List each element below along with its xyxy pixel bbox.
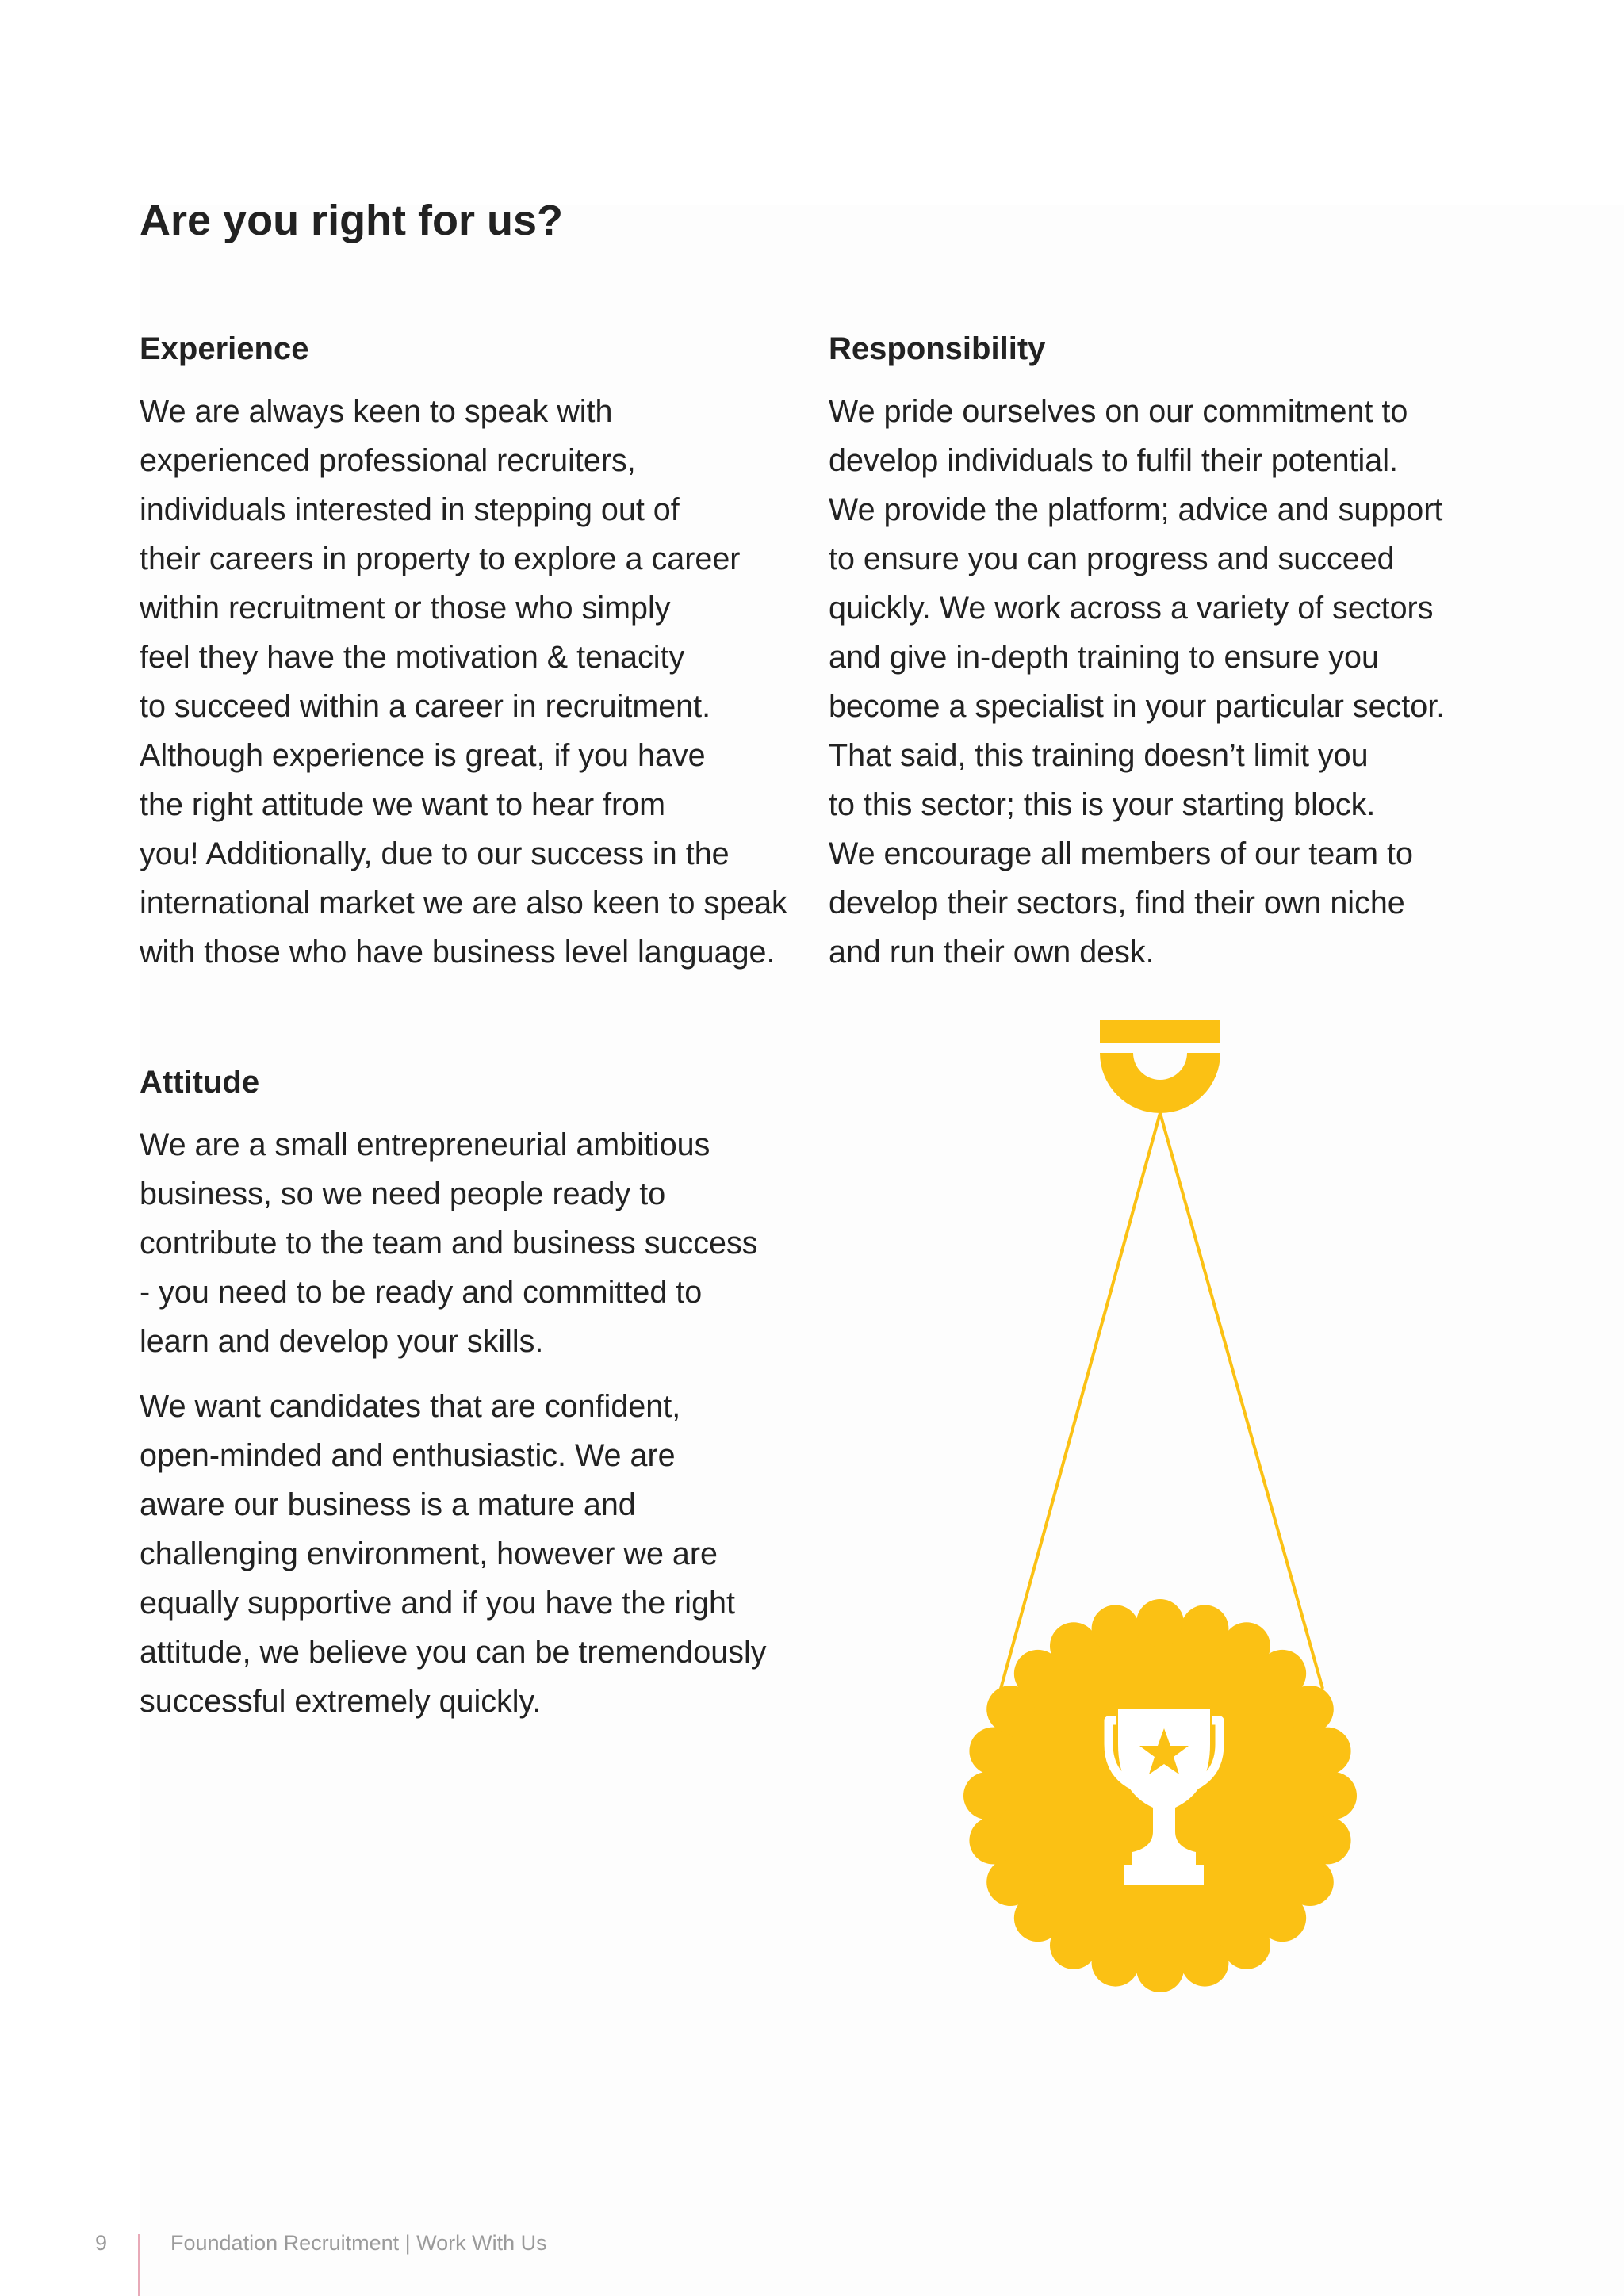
attitude-section <box>140 1058 806 1726</box>
experience-heading: Experience <box>140 331 309 366</box>
experience-body: We are always keen to speak with experienced professional recruiters, individuals interested in stepping out of their careers in property to explore a career within recruitment or those who simply feel they have the motivation & tenacity to succeed within a career in recruitment. Although experience is great, if you have the right attitude we want to hear from you! Additionally, due to our success in the international market we are also keen to speak with those who have business level language. <box>140 394 787 970</box>
medal-hanger-bar <box>1100 1020 1220 1043</box>
experience-section <box>140 325 806 977</box>
medal-ribbon-right <box>1160 1113 1323 1689</box>
trophy-medal-icon <box>944 1007 1372 2006</box>
page-title: Are you right for us? <box>140 197 564 244</box>
attitude-body-2: We want candidates that are confident, open-minded and enthusiastic. We are aware our business is a mature and challenging environment, however we are equally supportive and if you have the right attitude, we believe you can be tremendously successful extremely quickly. <box>140 1389 767 1719</box>
footer-text: Foundation Recruitment | Work With Us <box>170 2231 547 2255</box>
medal-ribbon-left <box>1001 1113 1160 1689</box>
attitude-heading: Attitude <box>140 1065 260 1100</box>
responsibility-heading: Responsibility <box>829 331 1046 366</box>
attitude-body-1: We are a small entrepreneurial ambitious business, so we need people ready to contribute to the team and business success - you need to be ready and committed to learn and develop your skills. <box>140 1127 758 1359</box>
responsibility-body: We pride ourselves on our commitment to develop individuals to fulfil their potential. We provide the platform; advice and support to ensure you can progress and succeed quickly. We work across a variety of sectors and give in-depth training to ensure you become a specialist in your particular sector. That said, this training doesn’t limit you to this sector; this is your starting block. We encourage all members of our team to develop their sectors, find their own niche and run their own desk. <box>829 394 1446 970</box>
page-footer <box>0 2220 1624 2296</box>
medal-hanger-ring <box>1100 1053 1220 1113</box>
page-number: 9 <box>95 2231 108 2255</box>
responsibility-section <box>829 325 1495 977</box>
footer-divider <box>138 2234 140 2296</box>
